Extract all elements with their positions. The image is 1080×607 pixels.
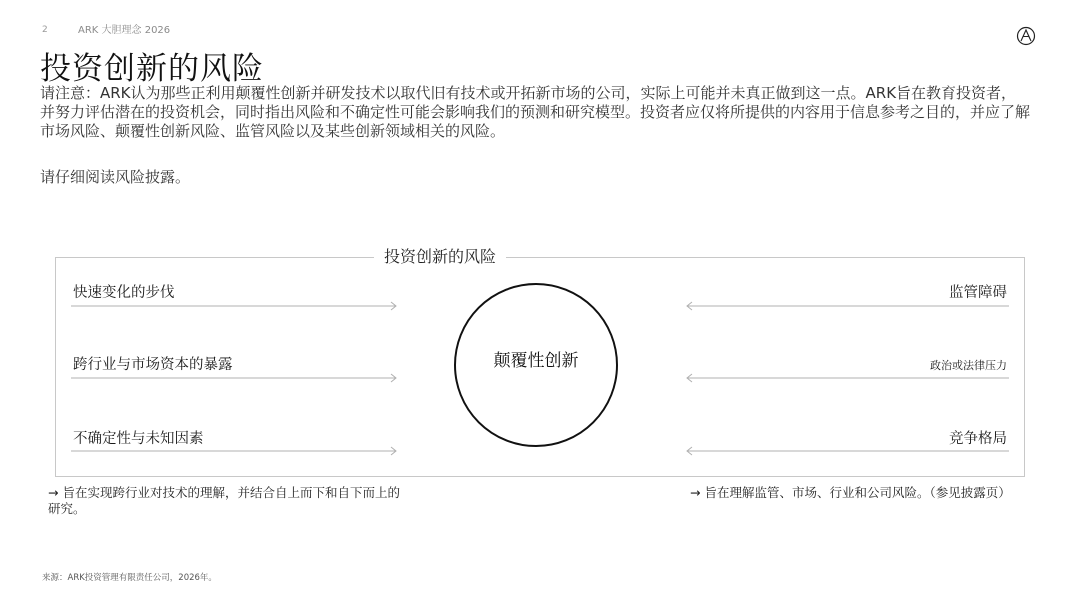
left-item-pace-of-change: 快速变化的步伐 (73, 285, 175, 301)
page-number: 2 (42, 25, 48, 35)
right-arrow-icon (71, 445, 399, 457)
page-title: 投资创新的风险 (40, 51, 264, 87)
left-item-uncertainty: 不确定性与未知因素 (73, 431, 204, 447)
right-item-competition: 竞争格局 (949, 431, 1007, 447)
center-label: 颠覆性创新 (493, 351, 579, 371)
right-arrow-icon (71, 300, 399, 312)
left-note: → 旨在实现跨行业对技术的理解，并结合自上而下和自下而上的研究。 (48, 485, 400, 516)
document-header: ARK 大胆理念 2026 (78, 25, 171, 36)
diagram-title: 投资创新的风险 (374, 244, 506, 267)
right-item-political-legal: 政治或法律压力 (930, 359, 1007, 372)
right-arrow-icon (71, 372, 399, 384)
ark-logo-icon (1016, 26, 1036, 46)
left-arrow-icon (684, 300, 1009, 312)
right-note: → 旨在理解监管、市场、行业和公司风险。（参见披露页） (690, 485, 1011, 500)
intro-paragraph: 请注意：ARK认为那些正利用颠覆性创新并研发技术以取代旧有技术或开拓新市场的公司，实际上可能并未真正做到这一点。ARK旨在教育投资者，并努力评估潜在的投资机会，同时指出风险和不确定性可能会影响我们的预测和研究模型。投资者应仅将所提供的内容用于信息参考之目的，并应了解市场风险、颠覆性创新风险、监管风险以及某些创新领域相关的风险。 (40, 84, 1031, 140)
left-arrow-icon (684, 445, 1009, 457)
read-disclosure-note: 请仔细阅读风险披露。 (40, 168, 191, 186)
source-footnote: 来源：ARK投资管理有限责任公司，2026年。 (42, 573, 217, 583)
left-arrow-icon (684, 372, 1009, 384)
left-item-market-exposure: 跨行业与市场资本的暴露 (73, 357, 233, 373)
right-item-regulatory-hurdles: 监管障碍 (949, 285, 1007, 301)
